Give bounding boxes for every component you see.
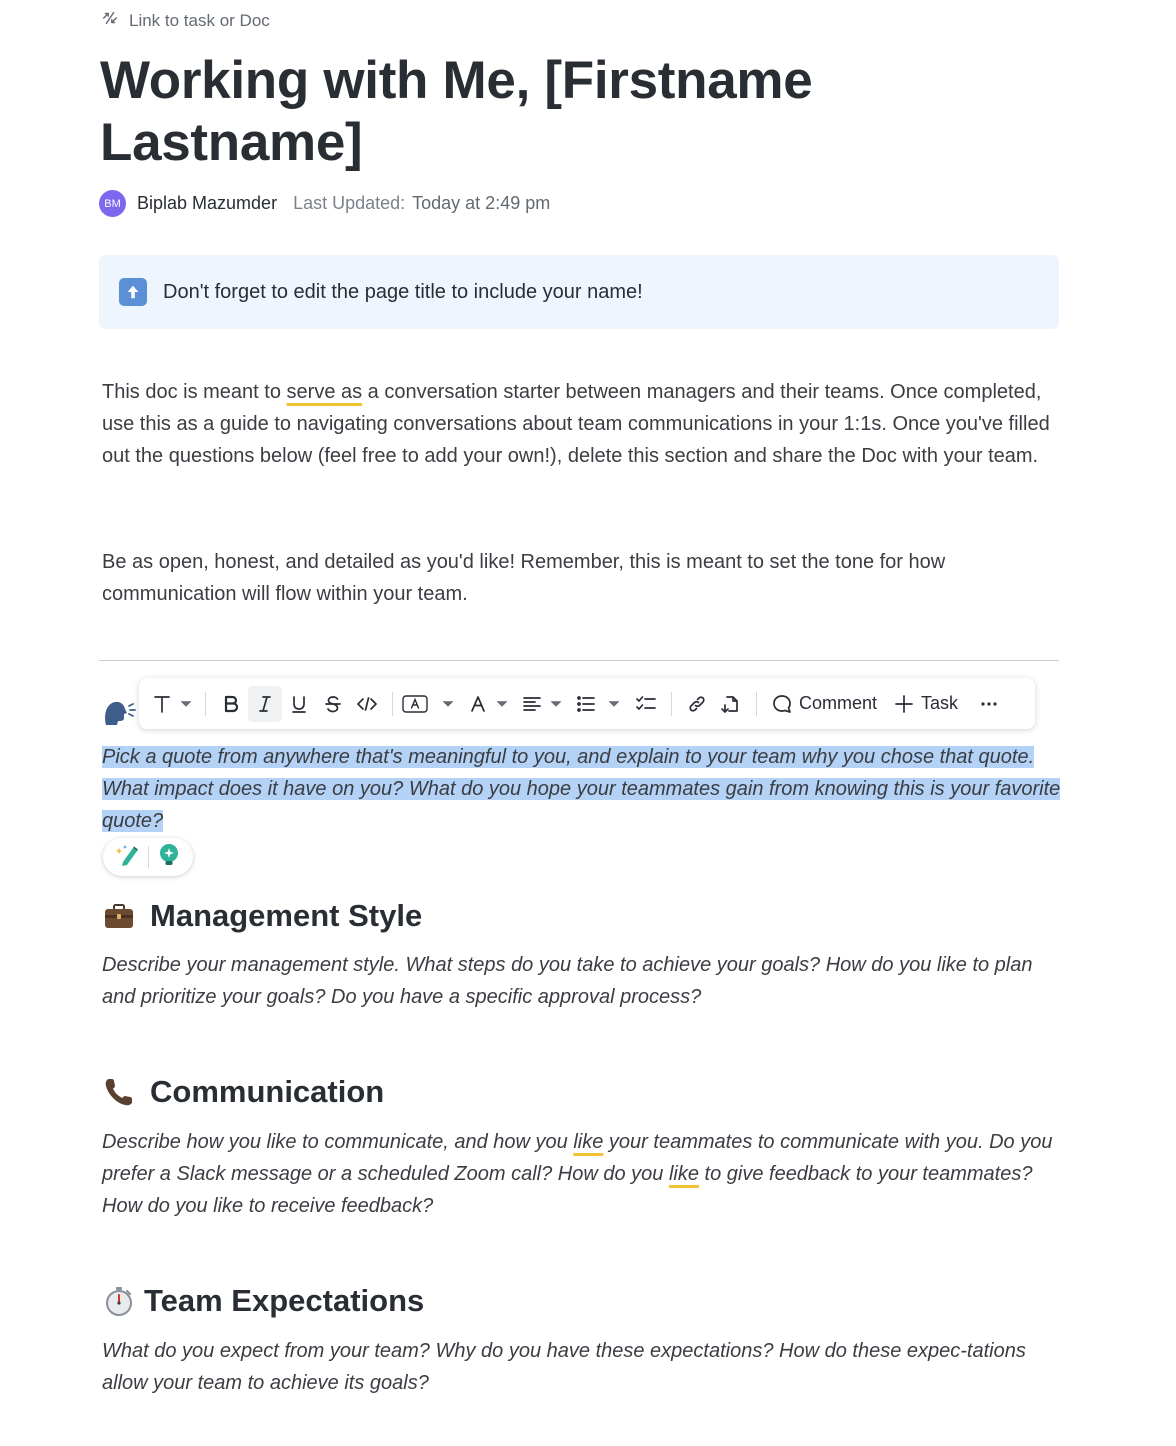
checklist-button[interactable] [629, 686, 663, 722]
link-arrows-icon [101, 9, 119, 32]
link-to-task-row[interactable] [101, 9, 270, 32]
more-icon [978, 693, 1000, 715]
chevron-down-icon [545, 693, 567, 715]
text-type-icon [151, 693, 173, 715]
section-title: Team Expectations [144, 1283, 425, 1318]
selection-highlight: Pick a quote from anywhere that's meaningful to you, and explain to your team why you chose that quote. What impact does it have on you? What do you hope your teammates gain from knowing this is your favorite quote? [102, 746, 1061, 832]
intro-text-c: a conversation starter between managers and their teams. Once completed, use this as a guide to navigating conversations about team communications in your 1:1s. Once you've filled out the questions below (feel free to add your own!), delete this section and share the Doc with your team. [102, 381, 1050, 467]
last-updated-label: Last Updated: [293, 193, 406, 213]
magic-pencil-icon [115, 842, 141, 868]
toolbar-separator [392, 692, 393, 716]
ai-assistant-button[interactable] [156, 842, 182, 873]
grammar-suggestion[interactable]: like [668, 1163, 699, 1185]
toolbar-separator [756, 692, 757, 716]
link-icon [686, 693, 708, 715]
callout-text: Don't forget to edit the page title to include your name! [163, 280, 643, 303]
bold-button[interactable] [214, 686, 248, 722]
code-button[interactable] [350, 686, 384, 722]
bullet-list-button[interactable] [575, 686, 625, 722]
text-color-icon [467, 693, 489, 715]
link-button[interactable] [680, 686, 714, 722]
page-title[interactable]: Working with Me, [Firstname Lastname] [100, 51, 813, 172]
grammar-suggestion[interactable]: like [573, 1131, 604, 1153]
avatar[interactable]: BM [99, 190, 126, 217]
callout-banner [99, 255, 1059, 329]
grammar-suggestion[interactable]: serve as [286, 381, 363, 403]
bulb-icon [156, 842, 182, 868]
italic-button[interactable] [248, 686, 282, 722]
badge-button[interactable] [401, 686, 459, 722]
speaking-head-icon [102, 697, 136, 727]
strikethrough-icon [322, 693, 344, 715]
heading-communication[interactable] [102, 1074, 384, 1110]
bullet-list-icon [575, 693, 597, 715]
divider [99, 660, 1059, 661]
bold-icon [220, 693, 242, 715]
add-task-button[interactable] [887, 686, 964, 722]
comment-icon [771, 693, 793, 715]
intro-paragraph[interactable] [102, 376, 1067, 472]
quote-prompt-selected[interactable] [102, 741, 1067, 837]
badge-icon [401, 693, 429, 715]
telephone-icon [102, 1075, 136, 1109]
link-to-task-label: Link to task or Doc [129, 10, 270, 30]
section-body-management[interactable]: Describe your management style. What steps do you take to achieve your goals? How do you like to plan and prioritize your goals? Do you have a specific approval process? [102, 954, 1033, 1008]
align-button[interactable] [521, 686, 567, 722]
section-body-communication[interactable] [102, 1126, 1067, 1222]
section-body-team-expectations[interactable]: What do you expect from your team? Why do you have these expectations? How do these expec-tations allow your team to achieve its goals? [102, 1340, 1026, 1394]
underline-button[interactable] [282, 686, 316, 722]
align-icon [521, 693, 543, 715]
code-icon [356, 693, 378, 715]
section-title: Communication [150, 1074, 385, 1109]
author-name[interactable]: Biplab Mazumder [137, 193, 278, 213]
last-updated-value: Today at 2:49 pm [412, 193, 551, 213]
link-doc-button[interactable] [714, 686, 748, 722]
ai-mini-toolbar [103, 838, 193, 876]
chevron-down-icon [437, 693, 459, 715]
comment-label: Comment [799, 693, 878, 713]
intro-paragraph-2[interactable]: Be as open, honest, and detailed as you'd like! Remember, this is meant to set the tone for how communication will flow within your team. [102, 551, 946, 605]
chevron-down-icon [603, 693, 625, 715]
more-button[interactable] [972, 686, 1006, 722]
comment-button[interactable] [765, 686, 883, 722]
ai-writer-button[interactable] [115, 842, 141, 873]
heading-team-expectations[interactable] [102, 1283, 424, 1319]
underline-icon [288, 693, 310, 715]
toolbar-separator [205, 692, 206, 716]
stopwatch-icon [102, 1284, 136, 1318]
italic-icon [254, 693, 276, 715]
doc-meta [99, 190, 550, 217]
chevron-down-icon [175, 693, 197, 715]
body-text: your teammates to communicate with you. Do you prefer a Slack message or a scheduled Zoom call? How do you [102, 1131, 1053, 1185]
body-text: to give feedback to your teammates? How do you like to receive feedback? [102, 1163, 1033, 1217]
strikethrough-button[interactable] [316, 686, 350, 722]
up-arrow-icon [119, 278, 147, 306]
checklist-icon [635, 693, 657, 715]
briefcase-icon [102, 899, 136, 933]
formatting-toolbar [139, 678, 1035, 729]
heading-management-style[interactable] [102, 898, 422, 934]
intro-text-a: This doc is meant to [102, 381, 287, 403]
plus-icon [893, 693, 915, 715]
section-title: Management Style [150, 898, 423, 933]
text-color-button[interactable] [467, 686, 513, 722]
text-type-button[interactable] [151, 686, 197, 722]
task-label: Task [921, 693, 959, 713]
mini-separator [148, 846, 149, 868]
chevron-down-icon [491, 693, 513, 715]
body-text: Describe how you like to communicate, and how you [102, 1131, 574, 1153]
toolbar-separator [671, 692, 672, 716]
link-doc-icon [720, 693, 742, 715]
